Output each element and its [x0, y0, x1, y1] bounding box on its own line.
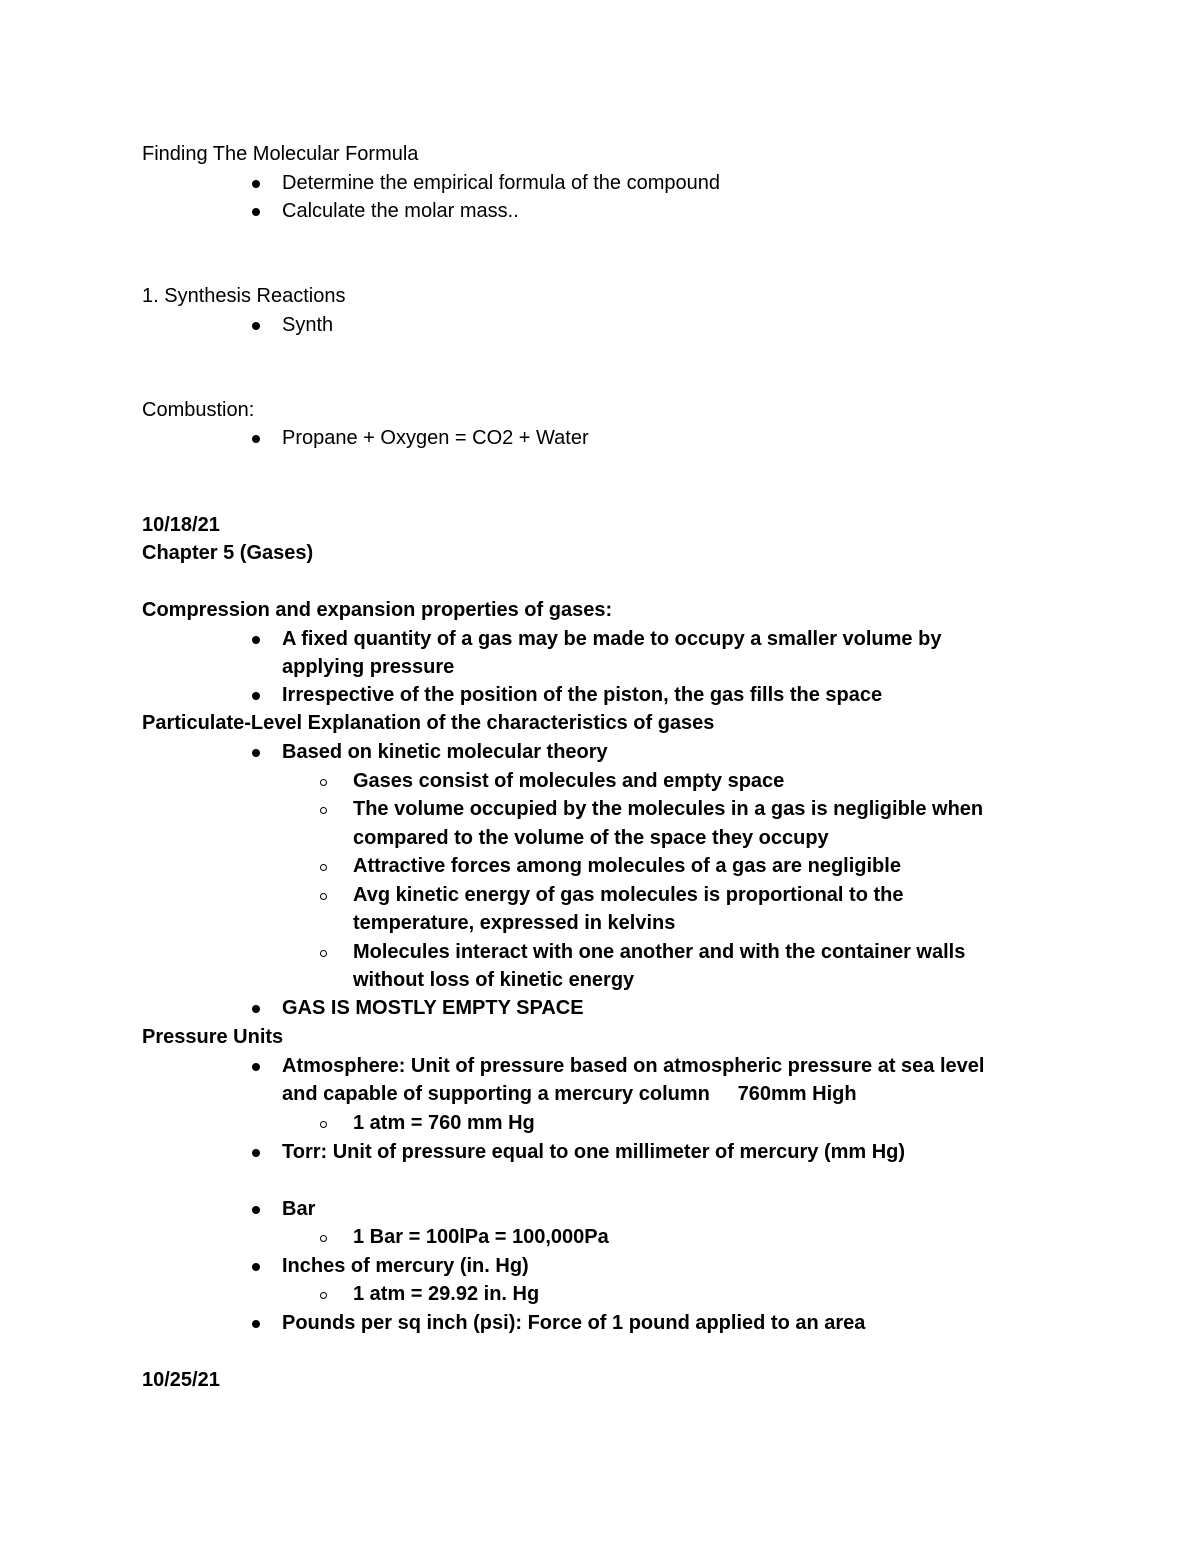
bullet-dot [252, 749, 260, 757]
list-item: Synth [282, 314, 334, 336]
sub-list-item-continuation: temperature, expressed in kelvins [353, 912, 676, 934]
list-item: Inches of mercury (in. Hg) [282, 1255, 529, 1277]
list-item: GAS IS MOSTLY EMPTY SPACE [282, 997, 584, 1019]
bullet-dot [252, 1149, 260, 1157]
heading-synthesis: 1. Synthesis Reactions [142, 285, 346, 307]
list-item-continuation: applying pressure [282, 656, 455, 678]
sub-list-item: Avg kinetic energy of gas molecules is proportional to the [353, 884, 904, 906]
heading-pressure-units: Pressure Units [142, 1026, 284, 1048]
sub-list-item: 1 atm = 760 mm Hg [353, 1112, 535, 1134]
sub-bullet-ring [320, 1292, 327, 1299]
list-item: Atmosphere: Unit of pressure based on atmospheric pressure at sea level [282, 1055, 985, 1077]
bullet-dot [252, 1005, 260, 1013]
sub-bullet-ring [320, 950, 327, 957]
list-item: Based on kinetic molecular theory [282, 741, 608, 763]
list-item: Torr: Unit of pressure equal to one millimeter of mercury (mm Hg) [282, 1141, 906, 1163]
bullet-dot [252, 1320, 260, 1328]
sub-bullet-ring [320, 807, 327, 814]
date-heading: 10/18/21 [142, 514, 220, 536]
sub-list-item: Attractive forces among molecules of a gas are negligible [353, 855, 901, 877]
sub-bullet-ring [320, 893, 327, 900]
list-item: Pounds per sq inch (psi): Force of 1 pound applied to an area [282, 1312, 866, 1334]
sub-list-item: Molecules interact with one another and with the container walls [353, 941, 966, 963]
bullet-dot [252, 1063, 260, 1071]
list-item: Irrespective of the position of the piston, the gas fills the space [282, 684, 883, 706]
list-item: Determine the empirical formula of the compound [282, 172, 720, 194]
bullet-dot [252, 435, 260, 443]
list-item: A fixed quantity of a gas may be made to occupy a smaller volume by [282, 628, 942, 650]
bullet-dot [252, 1263, 260, 1271]
bullet-dot [252, 180, 260, 188]
heading-particulate: Particulate-Level Explanation of the characteristics of gases [142, 712, 715, 734]
bullet-dot [252, 1206, 260, 1214]
sub-bullet-ring [320, 1235, 327, 1242]
list-item: Calculate the molar mass.. [282, 200, 519, 222]
bullet-dot [252, 692, 260, 700]
sub-list-item-continuation: without loss of kinetic energy [353, 969, 635, 991]
sub-list-item: 1 Bar = 100lPa = 100,000Pa [353, 1226, 609, 1248]
list-item: Propane + Oxygen = CO2 + Water [282, 427, 589, 449]
sub-bullet-ring [320, 864, 327, 871]
list-item: Bar [282, 1198, 316, 1220]
chapter-heading: Chapter 5 (Gases) [142, 542, 314, 564]
heading-compression: Compression and expansion properties of gases: [142, 599, 613, 621]
date-heading: 10/25/21 [142, 1369, 220, 1391]
bullet-dot [252, 322, 260, 330]
sub-bullet-ring [320, 779, 327, 786]
heading-molecular-formula: Finding The Molecular Formula [142, 143, 419, 165]
bullet-dot [252, 208, 260, 216]
list-item-continuation: and capable of supporting a mercury column 760mm High [282, 1083, 857, 1105]
bullet-dot [252, 636, 260, 644]
sub-list-item: 1 atm = 29.92 in. Hg [353, 1283, 540, 1305]
sub-bullet-ring [320, 1121, 327, 1128]
sub-list-item: Gases consist of molecules and empty space [353, 770, 785, 792]
sub-list-item-continuation: compared to the volume of the space they occupy [353, 827, 829, 849]
heading-combustion: Combustion: [142, 399, 255, 421]
sub-list-item: The volume occupied by the molecules in a gas is negligible when [353, 798, 984, 820]
